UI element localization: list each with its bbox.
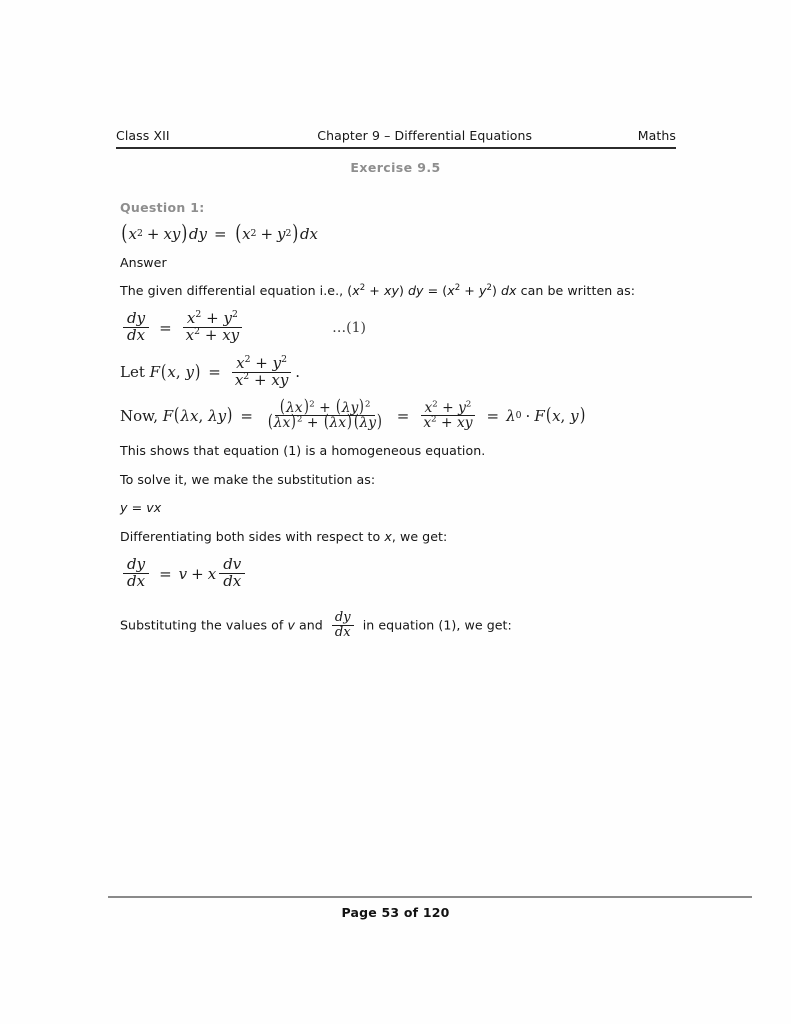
let-period: . bbox=[295, 363, 301, 382]
intro-seg4: = ( bbox=[423, 282, 448, 298]
let-lparen-icon: ( bbox=[160, 361, 167, 383]
eq1-rhs-den bbox=[182, 328, 243, 344]
rparen2-icon: ) bbox=[292, 221, 299, 247]
intro-x2: x bbox=[447, 282, 455, 298]
now-den-x2: x bbox=[338, 415, 347, 432]
deriv-rhs-num: dv bbox=[219, 557, 245, 574]
eq1-den-xy: xy bbox=[222, 326, 240, 345]
page-header bbox=[116, 128, 676, 143]
let-num-y: y bbox=[272, 353, 282, 372]
now-simp-num-x-sup: 2 bbox=[432, 399, 438, 410]
now-num-y: y bbox=[350, 399, 359, 416]
question-dx: dx bbox=[299, 225, 318, 243]
document-content bbox=[120, 200, 700, 656]
now-simp-num-plus: + bbox=[442, 399, 454, 416]
intro-seg2: + bbox=[365, 282, 384, 298]
let-den-plus: + bbox=[254, 370, 267, 389]
now-lambda-2: λ bbox=[208, 406, 218, 425]
line-differentiating bbox=[120, 528, 700, 544]
now-final-rparen-icon: ) bbox=[579, 405, 585, 427]
eq1-num-y: y bbox=[223, 309, 232, 328]
now-den-lam2: λ bbox=[329, 415, 339, 432]
let-comma: , bbox=[175, 363, 181, 382]
now-fraction-denominator: $(\lambda x)^2 + (\lambda x)(\lambda y)$ bbox=[267, 412, 382, 433]
eq1-den-plus: + bbox=[204, 326, 218, 345]
eq1-lhs-fraction bbox=[123, 311, 149, 344]
now-arg-x: x bbox=[190, 406, 199, 425]
line-substitution-equation bbox=[120, 502, 700, 515]
now-fraction-numerator: $(\lambda x)^2 + (\lambda y)^2$ bbox=[275, 401, 374, 417]
equation-1-number: …(1) bbox=[332, 319, 366, 336]
intro-dy: dy bbox=[407, 282, 424, 298]
equation-now-F-lambda: Now, F ( λ x , λ y ) = $\frac{(\lambda x)^2 + (\lambda y)^2}{(\lambda x)^2 + (\lambda x)(\lambda y)}$ = $\frac{x^2 + y^2}{x^2 + xy}$ = λ 0 · F ( x , y ) bbox=[120, 396, 585, 433]
intro-x1: x bbox=[352, 282, 360, 298]
intro-seg5: + bbox=[460, 282, 479, 298]
header-class-label: Class XII bbox=[116, 128, 170, 143]
deriv-equals: = bbox=[159, 564, 172, 583]
let-num-x-sup: 2 bbox=[244, 353, 251, 365]
now-lambda-final: λ bbox=[506, 406, 516, 425]
now-num-x: x bbox=[294, 399, 303, 416]
question-x1: x bbox=[128, 225, 137, 243]
question-xy: xy bbox=[163, 225, 181, 243]
let-rparen-icon: ) bbox=[194, 361, 201, 383]
footer-page-number: Page 53 of 120 bbox=[341, 905, 450, 920]
now-simp-num-y: y bbox=[458, 399, 466, 416]
diff-seg2: , we get: bbox=[391, 528, 448, 544]
intro-seg1: The given differential equation i.e., ( bbox=[120, 282, 353, 298]
line-substitution-intro: To solve it, we make the substitution as: bbox=[120, 471, 376, 487]
now-equals-3: = bbox=[486, 406, 500, 425]
now-final-x: x bbox=[552, 406, 561, 425]
sub-y: y bbox=[120, 500, 128, 516]
now-lparen-icon: ( bbox=[174, 405, 180, 427]
eq1-den-x-sup: 2 bbox=[194, 326, 201, 338]
deriv-lhs-fraction bbox=[123, 557, 149, 590]
question-y: y bbox=[277, 225, 286, 243]
question-equation: ( x 2 + xy ) dy = ( x 2 + y 2 ) dx bbox=[121, 221, 318, 247]
let-lead: Let bbox=[120, 363, 145, 382]
line-homogeneous: This shows that equation (1) is a homogeneous equation. bbox=[120, 442, 486, 458]
deriv-x: x bbox=[207, 564, 217, 583]
now-den-x1: x bbox=[282, 415, 291, 432]
eq1-num-x: x bbox=[186, 309, 196, 328]
header-divider bbox=[116, 147, 676, 149]
now-dot-operator: · bbox=[525, 406, 531, 425]
question-equals: = bbox=[213, 225, 227, 243]
eq1-lhs-den: dx bbox=[127, 326, 146, 345]
now-F-final: F bbox=[534, 406, 545, 425]
subst-v: v bbox=[287, 617, 295, 633]
now-simp-den-xy: xy bbox=[456, 415, 473, 432]
lparen2-icon: ( bbox=[234, 221, 241, 247]
rparen-icon: ) bbox=[181, 221, 188, 247]
intro-y-sup: 2 bbox=[486, 282, 492, 293]
answer-intro-text bbox=[120, 282, 700, 298]
question-label: Question 1: bbox=[120, 200, 205, 215]
intro-seg3: ) bbox=[398, 282, 408, 298]
subst-seg3: in equation (1), we get: bbox=[358, 617, 512, 633]
now-num-lam2: λ bbox=[341, 399, 351, 416]
subst-frac-num: dy bbox=[332, 611, 354, 626]
sub-equals: = bbox=[127, 500, 147, 516]
header-subject-label: Maths bbox=[637, 128, 676, 143]
header-chapter-title: Chapter 9 – Differential Equations bbox=[317, 128, 533, 143]
intro-x1-sup: 2 bbox=[359, 282, 366, 293]
now-simplified-fraction bbox=[419, 401, 476, 431]
now-simp-den-x: x bbox=[423, 415, 432, 432]
intro-dx: dx bbox=[501, 282, 517, 298]
intro-y: y bbox=[478, 282, 487, 298]
exercise-title: Exercise 9.5 bbox=[350, 160, 441, 175]
now-rparen-icon: ) bbox=[226, 405, 233, 427]
intro-seg6: ) bbox=[491, 282, 501, 298]
now-lead: Now, bbox=[120, 406, 158, 425]
now-simp-num-y-sup: 2 bbox=[465, 399, 472, 410]
now-den-y: y bbox=[368, 415, 377, 432]
question-x2: x bbox=[242, 225, 251, 243]
now-simp-den bbox=[419, 416, 476, 431]
sub-vx: vx bbox=[146, 500, 162, 516]
question-plus2: + bbox=[260, 225, 274, 243]
let-den-xy: xy bbox=[271, 370, 289, 389]
let-F: F bbox=[149, 363, 161, 382]
let-arg-y: y bbox=[185, 363, 194, 382]
question-dy: dy bbox=[188, 225, 207, 243]
subst-seg1: Substituting the values of bbox=[120, 617, 288, 633]
let-equals: = bbox=[208, 363, 221, 382]
let-den-x-sup: 2 bbox=[243, 370, 250, 382]
subst-frac-den: dx bbox=[334, 624, 351, 640]
now-den-lam1: λ bbox=[273, 415, 283, 432]
now-den-exp1: 2 bbox=[296, 414, 303, 425]
now-final-lparen-icon: ( bbox=[545, 405, 552, 427]
now-equals-2: = bbox=[396, 406, 410, 425]
diff-seg1: Differentiating both sides with respect to bbox=[120, 528, 385, 544]
now-num-exp1: 2 bbox=[309, 399, 315, 410]
let-num-x: x bbox=[236, 353, 245, 372]
equation-let-F bbox=[120, 353, 700, 389]
eq1-num-y-sup: 2 bbox=[231, 309, 238, 321]
equation-derivative bbox=[120, 557, 700, 590]
equation-1 bbox=[120, 311, 700, 344]
let-den bbox=[231, 370, 292, 389]
let-num-plus: + bbox=[255, 353, 268, 372]
now-comma: , bbox=[198, 406, 204, 425]
intro-seg7: can be written as: bbox=[516, 282, 635, 298]
eq1-rhs-fraction bbox=[182, 311, 243, 344]
eq1-equals: = bbox=[159, 318, 172, 337]
deriv-lhs-den: dx bbox=[127, 572, 146, 591]
intro-xy: xy bbox=[383, 282, 399, 298]
now-simp-den-x-sup: 2 bbox=[431, 414, 437, 425]
now-num-lam1: λ bbox=[285, 399, 295, 416]
deriv-rhs-den: dx bbox=[223, 572, 242, 591]
deriv-rhs-fraction bbox=[219, 557, 245, 590]
now-equals-1: = bbox=[240, 406, 253, 425]
now-simp-den-plus: + bbox=[440, 415, 453, 432]
deriv-plus: + bbox=[191, 564, 204, 583]
let-num-y-sup: 2 bbox=[281, 353, 288, 365]
now-den-plus: + bbox=[306, 415, 319, 432]
subst-dy-dx-fraction bbox=[332, 611, 354, 639]
now-big-fraction bbox=[263, 396, 387, 433]
deriv-v: v bbox=[178, 564, 188, 583]
now-num-plus: + bbox=[319, 399, 331, 416]
now-num-exp2: 2 bbox=[365, 399, 371, 410]
diff-x: x bbox=[384, 528, 392, 544]
let-den-x: x bbox=[234, 370, 244, 389]
let-arg-x: x bbox=[167, 363, 176, 382]
now-lambda-1: λ bbox=[180, 406, 191, 425]
footer-divider bbox=[108, 896, 752, 898]
now-F: F bbox=[162, 406, 174, 425]
line-substituting-values bbox=[120, 612, 700, 640]
intro-x2-sup: 2 bbox=[454, 282, 461, 293]
subst-seg2: and bbox=[294, 617, 327, 633]
now-arg-y: y bbox=[217, 406, 227, 425]
now-simp-num-x: x bbox=[424, 399, 433, 416]
eq1-num-x-sup: 2 bbox=[195, 309, 202, 321]
now-den-lam3: λ bbox=[359, 415, 369, 432]
now-final-comma: , bbox=[560, 406, 566, 425]
eq1-den-x: x bbox=[185, 326, 195, 345]
deriv-lhs-num: dy bbox=[123, 557, 149, 574]
let-fraction bbox=[231, 353, 292, 389]
now-final-y: y bbox=[570, 406, 579, 425]
answer-heading: Answer bbox=[120, 255, 167, 270]
question-plus1: + bbox=[146, 225, 160, 243]
eq1-num-plus: + bbox=[206, 309, 219, 328]
eq1-lhs-num: dy bbox=[123, 311, 149, 328]
lparen-icon: ( bbox=[121, 221, 128, 247]
